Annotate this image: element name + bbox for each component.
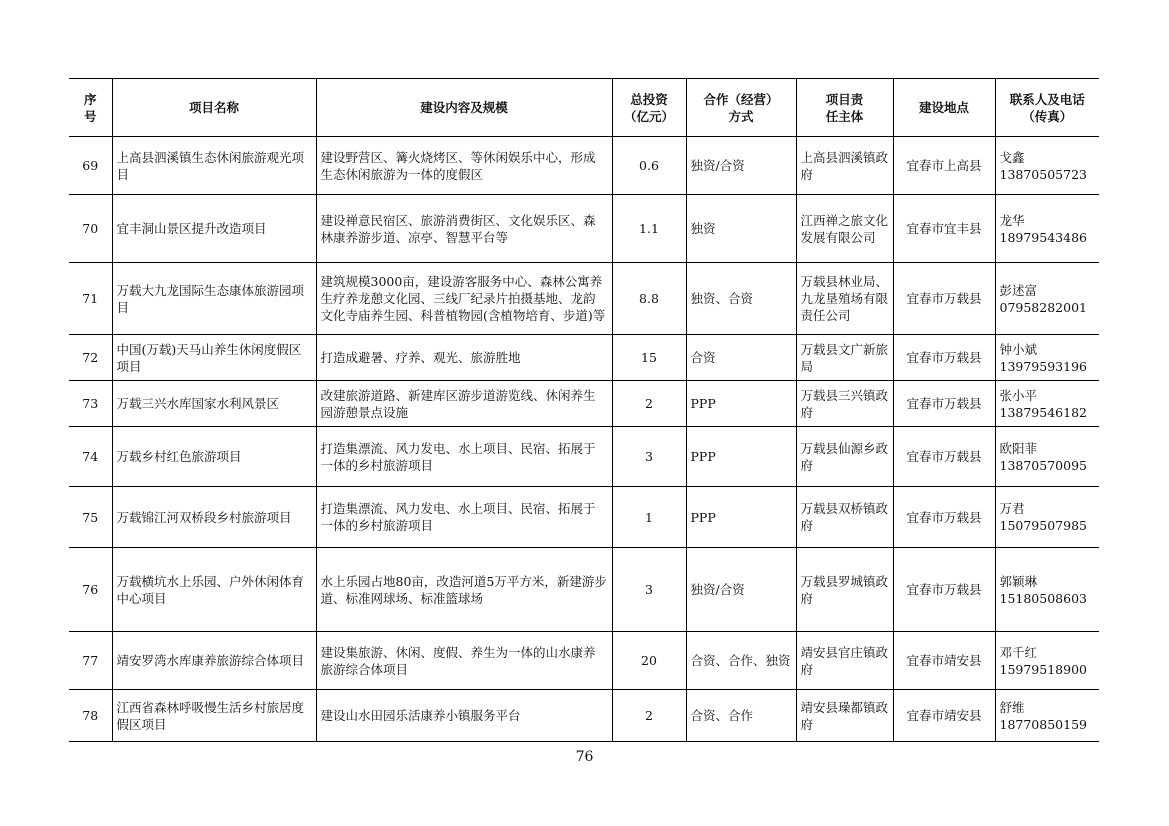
contact-phone: 15079507985 xyxy=(999,518,1087,533)
cell-owner: 江西禅之旅文化发展有限公司 xyxy=(796,195,893,263)
cell-mode: 独资、合资 xyxy=(686,263,796,335)
cell-mode: 合资、合作、独资 xyxy=(686,632,796,690)
header-contact: 联系人及电话 （传真） xyxy=(995,79,1099,137)
header-seq: 序 号 xyxy=(69,79,112,137)
table-row xyxy=(69,263,1099,335)
cell-name: 靖安罗湾水库康养旅游综合体项目 xyxy=(112,632,316,690)
cell-owner: 万载县文广新旅局 xyxy=(796,335,893,381)
contact-phone: 15180508603 xyxy=(999,590,1087,606)
cell-contact xyxy=(995,427,1099,487)
cell-content: 水上乐园占地80亩，改造河道5万平方米，新建游步道、标准网球场、标准篮球场 xyxy=(316,548,612,632)
cell-content: 建设野营区、篝火烧烤区、等休闲娱乐中心，形成生态休闲旅游为一体的度假区 xyxy=(316,137,612,195)
contact-name: 万君 xyxy=(999,501,1025,516)
cell-seq: 76 xyxy=(69,548,112,632)
cell-mode: PPP xyxy=(686,381,796,427)
cell-owner: 万载县三兴镇政府 xyxy=(796,381,893,427)
cell-name: 万载三兴水库国家水利风景区 xyxy=(112,381,316,427)
cell-investment: 20 xyxy=(612,632,686,690)
cell-contact xyxy=(995,263,1099,335)
cell-name: 万载锦江河双桥段乡村旅游项目 xyxy=(112,487,316,548)
contact-name: 邓千红 xyxy=(999,644,1038,660)
contact-phone: 13870570095 xyxy=(999,457,1087,473)
cell-contact xyxy=(995,335,1099,381)
table-row xyxy=(69,137,1099,195)
header-location: 建设地点 xyxy=(893,79,995,137)
cell-name: 宜丰洞山景区提升改造项目 xyxy=(112,195,316,263)
cell-location: 宜春市上高县 xyxy=(893,137,995,195)
contact-phone: 15979518900 xyxy=(999,661,1087,677)
cell-content: 改建旅游道路、新建库区游步道游览线、休闲养生园游憩景点设施 xyxy=(316,381,612,427)
cell-investment: 3 xyxy=(612,548,686,632)
contact-name: 舒维 xyxy=(999,699,1025,715)
header-content: 建设内容及规模 xyxy=(316,79,612,137)
header-name: 项目名称 xyxy=(112,79,316,137)
table-row xyxy=(69,690,1099,742)
contact-phone: 18770850159 xyxy=(999,716,1087,732)
contact-name: 彭述富 xyxy=(999,282,1038,298)
contact-phone: 13979593196 xyxy=(999,358,1087,374)
cell-content: 建设集旅游、休闲、度假、养生为一体的山水康养旅游综合体项目 xyxy=(316,632,612,690)
cell-seq: 74 xyxy=(69,427,112,487)
cell-name: 万载横坑水上乐园、户外休闲体育中心项目 xyxy=(112,548,316,632)
cell-location: 宜春市万载县 xyxy=(893,487,995,548)
cell-contact xyxy=(995,632,1099,690)
cell-content: 打造成避暑、疗养、观光、旅游胜地 xyxy=(316,335,612,381)
cell-investment: 3 xyxy=(612,427,686,487)
table-header-row xyxy=(69,79,1099,137)
table-row xyxy=(69,632,1099,690)
table-row xyxy=(69,335,1099,381)
cell-contact xyxy=(995,487,1099,548)
cell-content: 建设山水田园乐活康养小镇服务平台 xyxy=(316,690,612,742)
header-mode: 合作（经营） 方式 xyxy=(686,79,796,137)
contact-name: 欧阳菲 xyxy=(999,440,1038,456)
contact-name: 张小平 xyxy=(999,387,1038,403)
cell-owner: 靖安县官庄镇政府 xyxy=(796,632,893,690)
cell-seq: 75 xyxy=(69,487,112,548)
table-row xyxy=(69,195,1099,263)
cell-investment: 0.6 xyxy=(612,137,686,195)
cell-mode: 独资/合资 xyxy=(686,137,796,195)
cell-owner: 万载县仙源乡政府 xyxy=(796,427,893,487)
cell-owner: 万载县林业局、九龙垦殖场有限责任公司 xyxy=(796,263,893,335)
cell-seq: 71 xyxy=(69,263,112,335)
cell-owner: 万载县罗城镇政府 xyxy=(796,548,893,632)
cell-location: 宜春市万载县 xyxy=(893,427,995,487)
cell-investment: 15 xyxy=(612,335,686,381)
cell-investment: 1.1 xyxy=(612,195,686,263)
cell-location: 宜春市宜丰县 xyxy=(893,195,995,263)
cell-contact xyxy=(995,381,1099,427)
cell-contact xyxy=(995,548,1099,632)
cell-location: 宜春市万载县 xyxy=(893,548,995,632)
project-table-container xyxy=(69,78,1099,742)
cell-seq: 69 xyxy=(69,137,112,195)
cell-owner: 万载县双桥镇政府 xyxy=(796,487,893,548)
cell-name: 中国(万载)天马山养生休闲度假区项目 xyxy=(112,335,316,381)
cell-mode: PPP xyxy=(686,487,796,548)
header-investment: 总投资 （亿元） xyxy=(612,79,686,137)
cell-mode: 独资/合资 xyxy=(686,548,796,632)
cell-name: 江西省森林呼吸慢生活乡村旅居度假区项目 xyxy=(112,690,316,742)
cell-seq: 72 xyxy=(69,335,112,381)
cell-mode: 合资 xyxy=(686,335,796,381)
cell-investment: 8.8 xyxy=(612,263,686,335)
table-row xyxy=(69,381,1099,427)
cell-name: 万载大九龙国际生态康体旅游园项目 xyxy=(112,263,316,335)
cell-investment: 2 xyxy=(612,690,686,742)
contact-name: 龙华 xyxy=(999,212,1025,228)
contact-name: 钟小斌 xyxy=(999,341,1038,357)
cell-name: 万载乡村红色旅游项目 xyxy=(112,427,316,487)
contact-name: 郭颖琳 xyxy=(999,573,1038,589)
contact-phone: 13870505723 xyxy=(999,166,1087,182)
contact-phone: 13879546182 xyxy=(999,404,1087,420)
cell-contact xyxy=(995,195,1099,263)
cell-owner: 上高县泗溪镇政府 xyxy=(796,137,893,195)
cell-location: 宜春市靖安县 xyxy=(893,632,995,690)
cell-name: 上高县泗溪镇生态休闲旅游观光项目 xyxy=(112,137,316,195)
cell-content: 打造集漂流、风力发电、水上项目、民宿、拓展于一体的乡村旅游项目 xyxy=(316,427,612,487)
cell-seq: 77 xyxy=(69,632,112,690)
cell-contact xyxy=(995,690,1099,742)
cell-contact xyxy=(995,137,1099,195)
table-row xyxy=(69,427,1099,487)
cell-location: 宜春市万载县 xyxy=(893,335,995,381)
project-table xyxy=(69,78,1099,742)
cell-seq: 70 xyxy=(69,195,112,263)
cell-investment: 1 xyxy=(612,487,686,548)
table-row xyxy=(69,487,1099,548)
cell-location: 宜春市万载县 xyxy=(893,381,995,427)
header-owner: 项目责 任主体 xyxy=(796,79,893,137)
cell-content: 打造集漂流、风力发电、水上项目、民宿、拓展于一体的乡村旅游项目 xyxy=(316,487,612,548)
cell-seq: 73 xyxy=(69,381,112,427)
table-row xyxy=(69,548,1099,632)
cell-content: 建筑规模3000亩，建设游客服务中心、森林公寓养生疗养龙憩文化园、三线厂纪录片拍摄基地、龙韵文化寺庙养生园、科普植物园(含植物培育、步道)等 xyxy=(316,263,612,335)
contact-phone: 18979543486 xyxy=(999,229,1087,245)
contact-name: 戈鑫 xyxy=(999,149,1025,165)
contact-phone: 07958282001 xyxy=(999,299,1087,315)
cell-location: 宜春市靖安县 xyxy=(893,690,995,742)
cell-content: 建设禅意民宿区、旅游消费街区、文化娱乐区、森林康养游步道、凉亭、智慧平台等 xyxy=(316,195,612,263)
cell-mode: PPP xyxy=(686,427,796,487)
cell-investment: 2 xyxy=(612,381,686,427)
page-number: 76 xyxy=(575,749,594,765)
cell-owner: 靖安县璪都镇政府 xyxy=(796,690,893,742)
cell-mode: 合资、合作 xyxy=(686,690,796,742)
cell-mode: 独资 xyxy=(686,195,796,263)
cell-location: 宜春市万载县 xyxy=(893,263,995,335)
cell-seq: 78 xyxy=(69,690,112,742)
